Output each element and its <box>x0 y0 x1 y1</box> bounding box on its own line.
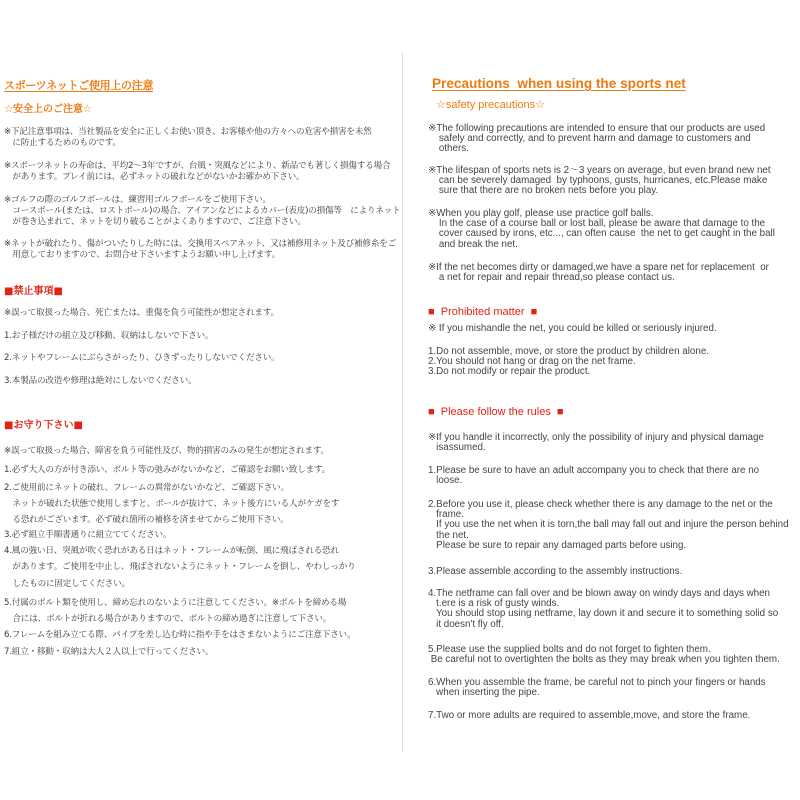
jp-safety-paragraph: ※ネットが破れたり、傷がついたりした時には、交換用スペアネット、又は補修用ネット及び補修糸をご 用意しておりますので、お問合せ下さいますようお願い申し上げます。 <box>4 239 396 260</box>
jp-rules-item: 3.必ず組立手順書通りに組立ててください。 <box>4 530 172 540</box>
jp-safety-paragraph: ※下記注意事項は、当社製品を安全に正しくお使い頂き、お客様や他の方々への危害や損害を未然 に防止するためのものです。 <box>4 127 372 148</box>
jp-page-title: スポーツネットご使用上の注意 <box>4 79 154 92</box>
en-rules-heading: ■ Please follow the rules ■ <box>428 406 564 418</box>
jp-prohibited-item: 3.本製品の改造や修理は絶対にしないでください。 <box>4 376 197 386</box>
column-divider <box>402 52 403 752</box>
en-rules-item: 5.Please use the supplied bolts and do not forget to fighten them. Be careful not to overtighten the bolts as they may break when you tighten them. <box>428 644 780 666</box>
jp-safety-heading: ☆安全上のご注意☆ <box>4 104 92 115</box>
en-safety-heading: ☆safety precautions☆ <box>436 99 545 111</box>
jp-safety-paragraph: ※スポーツネットの寿命は、平均2〜3年ですが、台風・突風などにより、新品でも著しく損傷する場合 があります。プレイ前には、必ずネットの破れなどがないかお確かめ下さい。 <box>4 161 391 182</box>
jp-rules-item: 2.ご使用前にネットの破れ、フレームの異常がないかなど、ご確認下さい。 <box>4 483 289 493</box>
en-safety-paragraph: ※If the net becomes dirty or damaged,we have a spare net for replacement or a net for repair and repair thread,so please contact us. <box>428 262 769 284</box>
jp-prohibited-heading: ■禁止事項■ <box>4 286 63 297</box>
jp-rules-item: ネットが破れた状態で使用しますと、ボールが抜けて、ネット後方にいる人がケガをす <box>4 499 340 509</box>
jp-prohibited-item: 1.お子様だけの組立及び移動、収納はしないで下さい。 <box>4 331 214 341</box>
english-instructions-column <box>408 0 800 800</box>
en-prohibited-item: 1.Do not assemble, move, or store the product by children alone. 2.You should not hang or drag on the net frame. 3.Do not modify or repair the product. <box>428 346 709 378</box>
en-rules-item: 7.Two or more adults are required to assemble,move, and store the frame. <box>428 710 751 721</box>
jp-safety-paragraph: ※ゴルフの際のゴルフボールは、練習用ゴルフボールをご使用下さい。 コースボール(または、ロストボール)の場合、アイアンなどによるカバー(表皮)の損傷等 によりネット が巻き込まれて、ネットを切り破ることがよくありますので、ご注意下さい。 <box>4 195 401 227</box>
en-rules-item: 2.Before you use it, please check whether there is any damage to the net or the frame. If you use the net when it is torn,the ball may fall out and injure the person behind the net. Please be sure to repair any damaged parts before using. <box>428 499 789 551</box>
jp-rules-item: 7.組立・移動・収納は大人２人以上で行ってください。 <box>4 647 214 657</box>
en-rules-item: ※If you handle it incorrectly, only the possibility of injury and physical damage isassumed. <box>428 432 764 454</box>
en-page-title: Precautions when using the sports net <box>432 76 686 91</box>
en-safety-paragraph: ※The lifespan of sports nets is 2〜3 years on average, but even brand new net can be severely damaged by typhoons, gusts, hurricanes, etc.Please make sure that there are no broken nets before you play. <box>428 165 771 197</box>
en-safety-paragraph: ※When you play golf, please use practice golf balls. In the case of a course ball or lost ball, please be aware that damage to the cover caused by irons, etc..., can often cause the net to get caught in the ball and break the net. <box>428 208 775 250</box>
jp-rules-item: したものに固定してください。 <box>4 579 130 589</box>
en-rules-item: 1.Please be sure to have an adult accompany you to check that there are no loose. <box>428 465 760 487</box>
en-rules-item: 4.The netframe can fall over and be blown away on windy days and days when t.ere is a risk of gusty winds. You should stop using netframe, lay down it and secure it to something solid so it doesn't fly off. <box>428 588 779 630</box>
jp-rules-item: があります。ご使用を中止し、飛ばされないようにネット・フレームを倒し、やわしっかり <box>4 562 356 572</box>
jp-rules-item: る恐れがございます。必ず破れ箇所の補修を済ませてからご使用下さい。 <box>4 515 289 525</box>
jp-rules-item: ※誤って取扱った場合、障害を負う可能性及び、物的損害のみの発生が想定されます。 <box>4 446 329 456</box>
en-prohibited-item: ※ If you mishandle the net, you could be killed or seriously injured. <box>428 323 717 334</box>
jp-rules-item: 1.必ず大人の方が付き添い、ボルト等の弛みがないかなど、ご確認をお願い致します。 <box>4 465 331 475</box>
jp-prohibited-item: ※誤って取扱った場合、死亡または、重傷を負う可能性が想定されます。 <box>4 308 279 318</box>
jp-rules-item: 4.風の強い日、突風が吹く恐れがある日はネット・フレームが転倒、風に飛ばされる恐れ <box>4 546 339 556</box>
jp-rules-item: 6.フレームを組み立てる際、パイプを差し込む時に指や手をはさまないようにご注意下さい。 <box>4 630 356 640</box>
en-rules-item: 3.Please assemble according to the assembly instructions. <box>428 566 683 577</box>
en-safety-paragraph: ※The following precautions are intended to ensure that our products are used safely and correctly, and to prevent harm and damage to customers and others. <box>428 123 766 155</box>
en-prohibited-heading: ■ Prohibited matter ■ <box>428 306 538 318</box>
jp-rules-item: 5.付属のボルト類を使用し、締め忘れのないように注意してください。※ボルトを締める場 <box>4 598 347 608</box>
jp-prohibited-item: 2.ネットやフレームにぶらさがったり、ひきずったりしないでください。 <box>4 353 280 363</box>
jp-rules-item: 合には、ボルトが折れる場合がありますので、ボルトの締め過ぎに注意して下さい。 <box>4 614 332 624</box>
en-rules-item: 6.When you assemble the frame, be careful not to pinch your fingers or hands when inserting the pipe. <box>428 677 766 699</box>
jp-rules-heading: ■お守り下さい■ <box>4 420 83 431</box>
